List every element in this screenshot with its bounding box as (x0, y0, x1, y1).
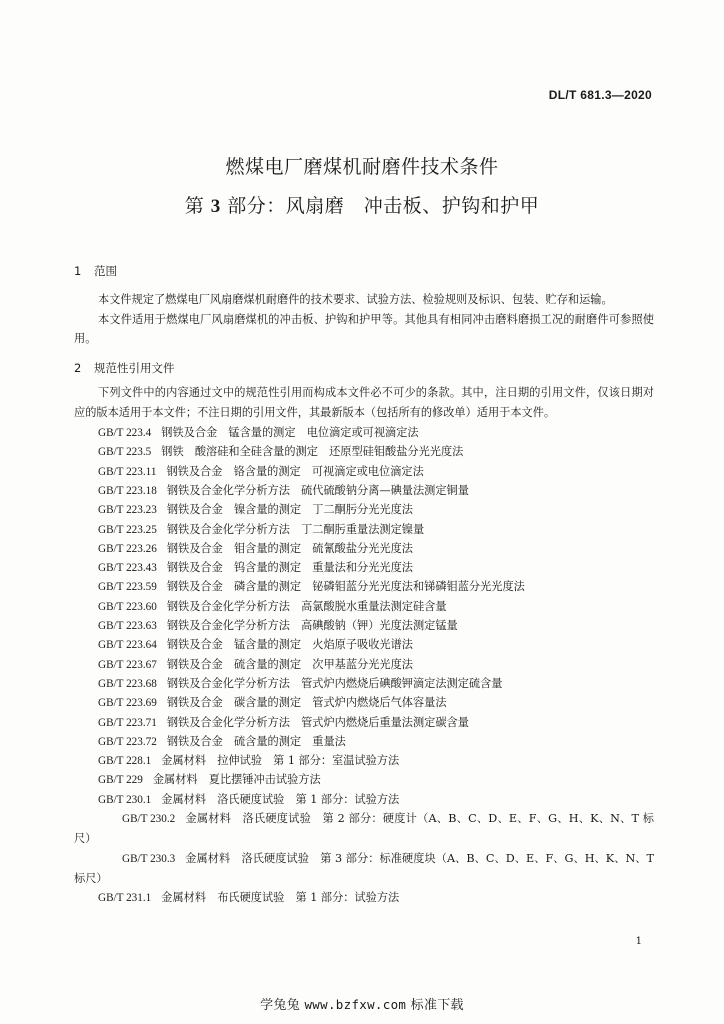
footer-slogan: 标准下载 (410, 998, 464, 1013)
reference-code: GB/T 223.60 (98, 600, 157, 613)
reference-item (74, 790, 654, 809)
reference-code: GB/T 223.18 (98, 484, 157, 497)
document-title: 燃煤电厂磨煤机耐磨件技术条件 (225, 156, 499, 178)
reference-code: GB/T 223.63 (98, 620, 157, 633)
reference-item (74, 655, 654, 674)
reference-item (74, 635, 654, 654)
document-code: DL/T 681.3—2020 (548, 88, 652, 102)
scope-paragraph-1: 本文件规定了燃煤电厂风扇磨煤机耐磨件的技术要求、试验方法、检验规则及标识、包装、贮存和运输。 (98, 293, 613, 307)
reference-title: 钢铁 酸溶硅和全硅含量的测定 还原型硅钼酸盐分光光度法 (161, 445, 464, 459)
section-number: 2 (74, 361, 82, 376)
reference-item (74, 732, 654, 751)
reference-item (74, 520, 654, 539)
reference-item (74, 423, 654, 442)
reference-item (74, 693, 654, 712)
reference-code: GB/T 223.43 (98, 562, 157, 575)
reference-title: 金属材料 夏比摆锤冲击试验方法 (152, 773, 321, 787)
reference-title: 钢铁及合金 硫含量的测定 重量法 (166, 734, 346, 748)
section-heading-normative-references (74, 359, 654, 378)
reference-title: 金属材料 洛氏硬度试验 第 1 部分：试验方法 (161, 792, 400, 806)
reference-title: 钢铁及合金 镍含量的测定 丁二酮肟分光光度法 (166, 503, 413, 517)
reference-item (74, 558, 654, 577)
reference-title: 钢铁及合金 铬含量的测定 可视滴定或电位滴定法 (166, 464, 424, 478)
reference-item (74, 597, 654, 616)
section-number: 1 (74, 264, 82, 278)
reference-code: GB/T 231.1 (98, 892, 152, 905)
reference-item (74, 500, 654, 519)
reference-item (74, 849, 654, 889)
reference-title: 钢铁及合金 碳含量的测定 管式炉内燃烧后气体容量法 (166, 696, 447, 710)
title-block (0, 152, 724, 221)
reference-title: 钢铁及合金 锰含量的测定 火焰原子吸收光谱法 (166, 638, 413, 652)
reference-code: GB/T 230.1 (98, 793, 152, 806)
reference-code: GB/T 223.69 (98, 697, 157, 710)
reference-title: 钢铁及合金化学分析方法 管式炉内燃烧后重量法测定碳含量 (166, 715, 469, 729)
reference-code: GB/T 230.3 (122, 852, 176, 865)
document-body (74, 262, 654, 908)
reference-item (74, 674, 654, 693)
reference-title: 钢铁及合金 钨含量的测定 重量法和分光光度法 (166, 561, 413, 575)
reference-title: 金属材料 洛氏硬度试验 第 3 部分：标准硬度块（A、B、C、D、E、F、G、H、K、N、T 标尺） (74, 851, 654, 885)
reference-title: 钢铁及合金 钼含量的测定 硫氰酸盐分光光度法 (166, 541, 413, 555)
reference-code: GB/T 223.25 (98, 523, 157, 536)
watermark-footer (0, 994, 724, 1013)
reference-title: 金属材料 拉伸试验 第 1 部分：室温试验方法 (161, 754, 400, 768)
reference-title: 钢铁及合金化学分析方法 高氯酸脱水重量法测定硅含量 (166, 599, 447, 613)
reference-item (74, 616, 654, 635)
document-subtitle (0, 191, 724, 221)
reference-code: GB/T 223.26 (98, 542, 157, 555)
reference-title: 钢铁及合金 硫含量的测定 次甲基蓝分光光度法 (166, 657, 413, 671)
reference-code: GB/T 223.11 (98, 465, 157, 478)
reference-title: 钢铁及合金化学分析方法 高碘酸钠（钾）光度法测定锰量 (166, 619, 458, 633)
reference-code: GB/T 223.23 (98, 504, 157, 517)
reference-item (74, 462, 654, 481)
reference-code: GB/T 223.59 (98, 581, 157, 594)
reference-code: GB/T 230.2 (122, 813, 176, 826)
reference-item (74, 770, 654, 789)
reference-list (74, 423, 654, 907)
footer-url: www.bzfxw.com (304, 997, 407, 1012)
section-title: 规范性引用文件 (94, 361, 175, 376)
reference-code: GB/T 229 (98, 774, 143, 787)
reference-title: 钢铁及合金化学分析方法 管式炉内燃烧后碘酸钾滴定法测定硫含量 (166, 676, 503, 690)
reference-item (74, 809, 654, 849)
reference-code: GB/T 223.4 (98, 427, 152, 440)
reference-item (74, 713, 654, 732)
footer-site-name: 学兔兔 (260, 998, 301, 1013)
reference-code: GB/T 223.71 (98, 716, 157, 729)
reference-item (74, 888, 654, 907)
scope-paragraph-2: 本文件适用于燃煤电厂风扇磨煤机的冲击板、护钩和护甲等。其他具有相同冲击磨料磨损工况的耐磨件可参照使用。 (74, 312, 654, 345)
references-intro-paragraph: 下列文件中的内容通过文中的规范性引用而构成本文件必不可少的条款。其中，注日期的引用文件，仅该日期对应的版本适用于本文件；不注日期的引用文件，其最新版本（包括所有的修改单）适用于本文件。 (74, 386, 654, 419)
reference-code: GB/T 228.1 (98, 755, 152, 768)
section-heading-scope (74, 262, 654, 281)
reference-item (74, 751, 654, 770)
reference-code: GB/T 223.5 (98, 446, 152, 459)
section-title: 范围 (94, 264, 117, 278)
reference-code: GB/T 223.72 (98, 735, 157, 748)
reference-title: 钢铁及合金 锰含量的测定 电位滴定或可视滴定法 (161, 426, 419, 440)
reference-code: GB/T 223.64 (98, 639, 157, 652)
reference-code: GB/T 223.68 (98, 677, 157, 690)
reference-title: 钢铁及合金 磷含量的测定 铋磷钼蓝分光光度法和锑磷钼蓝分光光度法 (166, 580, 525, 594)
reference-title: 金属材料 洛氏硬度试验 第 2 部分：硬度计（A、B、C、D、E、F、G、H、K、N、T 标尺） (74, 812, 654, 846)
reference-title: 钢铁及合金化学分析方法 硫代硫酸钠分离—碘量法测定铜量 (166, 483, 469, 497)
reference-item (74, 577, 654, 596)
subtitle-text: 部分：风扇磨 冲击板、护钩和护甲 (227, 195, 540, 217)
subtitle-prefix: 第 (184, 195, 205, 217)
subtitle-part-number: 3 (210, 196, 221, 217)
reference-item (74, 539, 654, 558)
reference-item (74, 481, 654, 500)
page-number: 1 (635, 936, 642, 947)
reference-title: 钢铁及合金化学分析方法 丁二酮肟重量法测定镍量 (166, 522, 425, 536)
reference-title: 金属材料 布氏硬度试验 第 1 部分：试验方法 (161, 891, 400, 905)
reference-item (74, 442, 654, 461)
reference-code: GB/T 223.67 (98, 658, 157, 671)
